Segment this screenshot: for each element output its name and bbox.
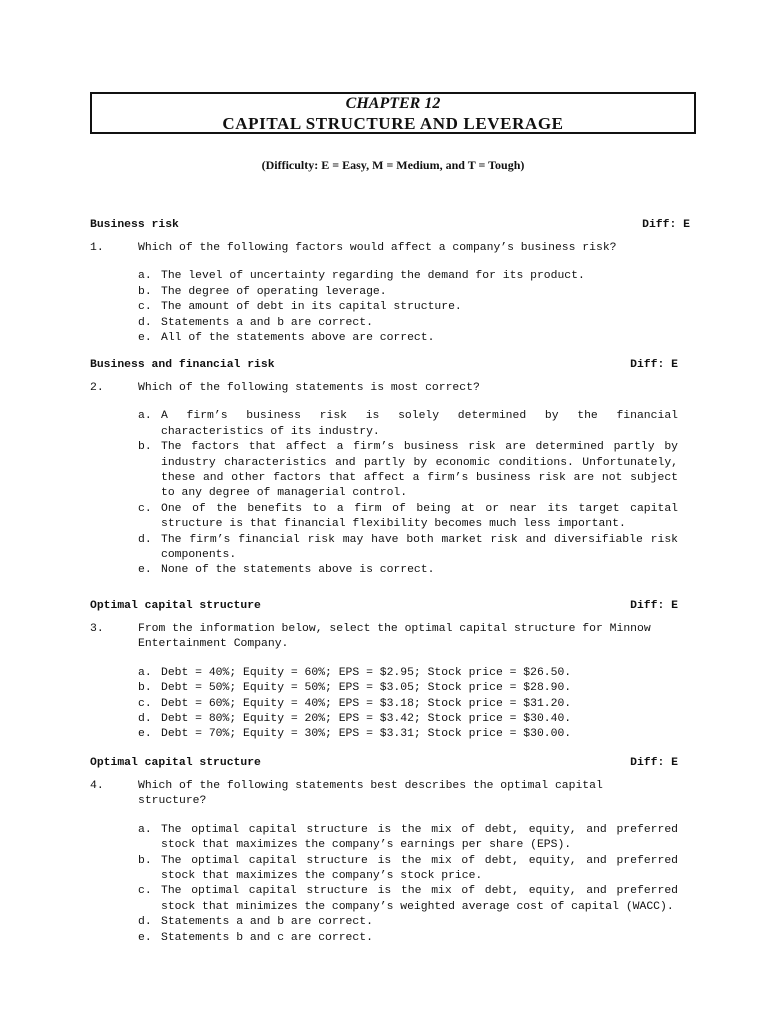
option-label: b. — [138, 682, 152, 695]
question-header — [90, 756, 678, 772]
option-text: The degree of operating leverage. — [161, 285, 387, 298]
question-4 — [90, 756, 678, 946]
question-stem — [90, 779, 678, 810]
question-topic: Business and financial risk — [90, 359, 275, 371]
question-number: 4. — [90, 780, 104, 792]
answer-option — [138, 697, 678, 712]
answer-option — [138, 884, 678, 915]
option-label: d. — [138, 916, 152, 929]
option-label: d. — [138, 713, 152, 726]
option-text: All of the statements above are correct. — [161, 332, 435, 345]
option-label: a. — [138, 410, 152, 423]
option-label: b. — [138, 441, 152, 454]
option-text: The optimal capital structure is the mix of debt, equity, and preferred stock that maximizes the company’s stock price. — [161, 854, 678, 883]
question-number: 1. — [90, 242, 104, 254]
question-text: Which of the following factors would affect a company’s business risk? — [138, 242, 617, 254]
question-1 — [90, 218, 690, 346]
answer-options — [138, 666, 678, 743]
option-text: The amount of debt in its capital structure. — [161, 301, 462, 314]
option-text: None of the statements above is correct. — [161, 564, 435, 577]
option-label: c. — [138, 301, 152, 314]
option-text: Debt = 80%; Equity = 20%; EPS = $3.42; Stock price = $30.40. — [161, 713, 572, 726]
answer-option — [138, 440, 678, 502]
option-label: c. — [138, 502, 152, 515]
option-label: d. — [138, 316, 152, 329]
option-label: b. — [138, 854, 152, 867]
chapter-title-box — [90, 92, 696, 134]
question-number: 2. — [90, 382, 104, 394]
question-topic: Business risk — [90, 219, 179, 231]
option-text: One of the benefits to a firm of being at or near its target capital structure is that financial flexibility becomes much less important. — [161, 502, 678, 531]
option-text: Debt = 50%; Equity = 50%; EPS = $3.05; Stock price = $28.90. — [161, 682, 572, 695]
answer-option — [138, 300, 678, 315]
answer-options — [138, 409, 678, 578]
option-text: Debt = 60%; Equity = 40%; EPS = $3.18; Stock price = $31.20. — [161, 697, 572, 710]
question-header — [90, 358, 678, 374]
question-difficulty: Diff: E — [630, 600, 678, 612]
option-text: Debt = 70%; Equity = 30%; EPS = $3.31; Stock price = $30.00. — [161, 728, 572, 741]
option-text: The optimal capital structure is the mix of debt, equity, and preferred stock that maximizes the company’s earnings per share (EPS). — [161, 823, 678, 852]
answer-option — [138, 502, 678, 533]
question-difficulty: Diff: E — [630, 757, 678, 769]
option-text: The optimal capital structure is the mix of debt, equity, and preferred stock that minimizes the company’s weighted average cost of capital (WACC). — [161, 885, 678, 913]
difficulty-note: (Difficulty: E = Easy, M = Medium, and T = Tough) — [261, 158, 525, 172]
option-label: a. — [138, 666, 152, 679]
answer-option — [138, 915, 678, 930]
answer-option — [138, 712, 678, 727]
answer-option — [138, 285, 678, 300]
question-header — [90, 218, 690, 234]
question-number: 3. — [90, 623, 104, 635]
option-label: e. — [138, 931, 152, 944]
answer-option — [138, 409, 678, 440]
question-difficulty: Diff: E — [630, 359, 678, 371]
option-label: c. — [138, 885, 152, 898]
question-topic: Optimal capital structure — [90, 757, 261, 769]
option-label: e. — [138, 728, 152, 741]
option-text: The factors that affect a firm’s business risk are determined partly by industry characteristics and partly by economic conditions. Unfortunately, these and other factors that affect a firm’s business risk are not subject to any degree of managerial control. — [161, 441, 678, 500]
option-text: The level of uncertainty regarding the demand for its product. — [161, 270, 585, 283]
option-label: d. — [138, 533, 152, 546]
option-label: b. — [138, 285, 152, 298]
question-difficulty: Diff: E — [642, 219, 690, 231]
answer-option — [138, 681, 678, 696]
option-text: Statements a and b are correct. — [161, 316, 373, 329]
answer-option — [138, 854, 678, 885]
answer-option — [138, 727, 678, 742]
option-text: A firm’s business risk is solely determined by the financial characteristics of its industry. — [161, 410, 678, 438]
option-text: The firm’s financial risk may have both market risk and diversifiable risk components. — [161, 533, 678, 562]
answer-option — [138, 931, 678, 946]
chapter-number: CHAPTER 12 — [345, 95, 441, 112]
option-text: Statements a and b are correct. — [161, 916, 373, 929]
answer-option — [138, 269, 678, 284]
answer-options — [138, 823, 678, 946]
question-topic: Optimal capital structure — [90, 600, 261, 612]
answer-option — [138, 823, 678, 854]
answer-option — [138, 316, 678, 331]
option-label: a. — [138, 823, 152, 836]
answer-option — [138, 563, 678, 578]
question-stem — [90, 622, 678, 653]
option-label: a. — [138, 270, 152, 283]
question-text: Which of the following statements best describes the optimal capital structure? — [138, 780, 603, 808]
option-label: c. — [138, 697, 152, 710]
option-label: e. — [138, 564, 152, 577]
question-stem — [90, 381, 678, 396]
answer-option — [138, 666, 678, 681]
question-3 — [90, 599, 678, 743]
option-text: Debt = 40%; Equity = 60%; EPS = $2.95; Stock price = $26.50. — [161, 666, 572, 679]
answer-options — [138, 269, 678, 346]
option-label: e. — [138, 332, 152, 345]
answer-option — [138, 533, 678, 564]
question-header — [90, 599, 678, 615]
answer-option — [138, 331, 678, 346]
question-text: Which of the following statements is most correct? — [138, 382, 480, 394]
question-stem — [90, 241, 690, 256]
question-2 — [90, 358, 678, 579]
question-text: From the information below, select the optimal capital structure for Minnow Entertainment Company. — [138, 623, 651, 651]
option-text: Statements b and c are correct. — [161, 931, 373, 944]
chapter-title: CAPITAL STRUCTURE AND LEVERAGE — [222, 114, 564, 133]
